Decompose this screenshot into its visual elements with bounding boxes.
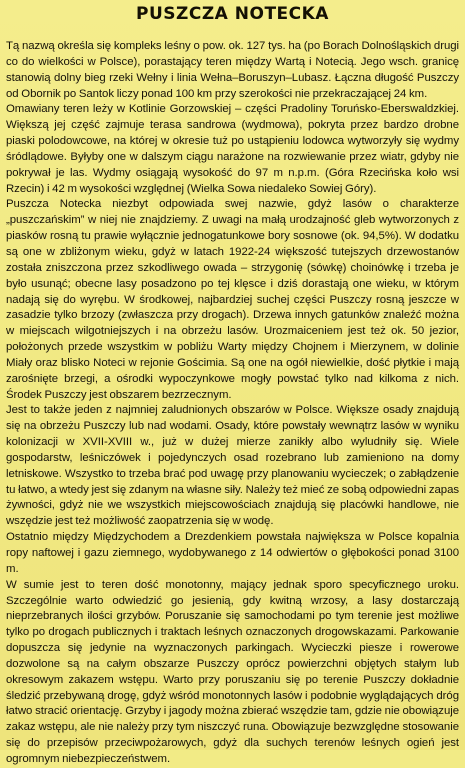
paragraph-oil-mine: Ostatnio między Międzychodem a Drezdenkiem powstała największa w Polsce kopalnia ropy naftowej i gazu ziemnego, wydobywanego z 14 odwiertów o głębokości ponad 3100 m. [6, 531, 459, 575]
paragraph-geography: Omawiany teren leży w Kotlinie Gorzowskiej – części Pradoliny Toruńsko-Eberswaldzkiej. Większą jej część zajmuje terasa sandrowa (wydmowa), pokryta przez bardzo drobne piaski polodowcowe, na której w okresie tuż po ustąpieniu lodowca wytworzyły się wydmy śródlądowe. Byłyby one w dalszym ciągu narażone na rozwiewanie przez wiatr, gdyby nie pokrywał je las. Wydmy osiągają wysokość do 97 m n.p.m. (Góra Rzecińska koło wsi Rzecin) i 42 m wysokości względnej (Wielka Sowa niedaleko Sowiej Góry). [6, 103, 459, 195]
paragraph-area-description: Tą nazwą określa się kompleks leśny o pow. ok. 127 tys. ha (po Borach Dolnośląskich drugi co do wielkości w Polsce), porastający teren między Wartą i Notecią. Jego wsch. granicę stanowią dolny bieg rzeki Wełny i linia Wełna–Boruszyn–Lubasz. Łączna długość Puszczy od Obornik po Santok liczy ponad 100 km przy szerokości nie przekraczającej 24 km. [6, 40, 459, 100]
page-title: PUSZCZA NOTECKA [136, 4, 329, 24]
article-body [6, 39, 459, 768]
paragraph-population: Jest to także jeden z najmniej zaludnionych obszarów w Polsce. Większe osady znajdują się na obrzeżu Puszczy lub nad wodami. Osady, które powstały wewnątrz lasów w wyniku kolonizacji w XVII-XVIII w., już w dużej mierze zanikły albo wyludniły się. Wiele gospodarstw, leśniczówek i pojedynczych osad rozebrano lub zamieniono na domy letniskowe. Wszystko to trzeba brać pod uwagę przy planowaniu wycieczek; o zabłądzenie tu łatwo, a wtedy jest się zdanym na własne siły. Należy też mieć ze sobą odpowiedni zapas żywności, gdyż nie we wszystkich miejscowościach znajdują się placówki handlowe, nie wszędzie jest też możliwość zaopatrzenia się w wodę. [6, 404, 459, 528]
paragraph-forest-character: Puszcza Notecka niezbyt odpowiada swej nazwie, gdyż lasów o charakterze „puszczańskim” w niej nie znajdziemy. Z uwagi na małą urodzajność gleb wytworzonych z piasków rosną tu prawie wyłącznie jednogatunkowe bory sosnowe (ok. 94,5%). W dodatku są one w zbliżonym wieku, gdyż w latach 1922-24 większość tutejszych drzewostanów została zniszczona przez szkodliwego owada – strzygonię (sówkę) choinówkę i trzeba je było usunąć; obecne lasy posadzono po tej klęsce i dziś dorastają one wieku, w którym nadają się do wyrębu. W środkowej, najbardziej suchej części Puszczy rosną jeszcze w zasadzie tylko brzozy (zwłaszcza przy drogach). Drzewa innych gatunków znaleźć można w miejscach wilgotniejszych i na obrzeżu lasów. Urozmaiceniem jest też ok. 50 jezior, położonych przede wszystkim w pobliżu Warty między Chojnem i Mierzynem, w dolinie Miały oraz blisko Noteci w rejonie Gościmia. Są one na ogół niewielkie, dość płytkie i mają zarośnięte brzegi, a ośrodki wypoczynkowe mogły powstać tylko nad kilkoma z nich. Środek Puszczy jest obszarem bezrzecznym. [6, 198, 459, 401]
paragraph-visitor-rules: W sumie jest to teren dość monotonny, mający jednak sporo specyficznego uroku. Szczególnie warto odwiedzić go jesienią, gdy kwitną wrzosy, a lasy dostarczają nieprzebranych ilości grzybów. Poruszanie się samochodami po tym terenie jest możliwe tylko po drogach publicznych i traktach leśnych oznaczonych drogowskazami. Parkowanie dopuszcza się jedynie na wyznaczonych parkingach. Wycieczki piesze i rowerowe dozwolone są na całym obszarze Puszczy oprócz powierzchni objętych stałym lub okresowym zakazem wstępu. Warto przy poruszaniu się po terenie Puszczy dokładnie śledzić przebywaną drogę, gdyż wśród monotonnych lasów i podobnie wyglądających dróg łatwo stracić orientację. Grzyby i jagody można zbierać wszędzie tam, gdzie nie obowiązuje zakaz wstępu, ale nie należy przy tym niszczyć runa. Obowiązuje bezwzględne stosowanie się do przepisów przeciwpożarowych, gdyż dla suchych terenów leśnych ogień jest ogromnym niebezpieczeństwem. [6, 578, 459, 765]
